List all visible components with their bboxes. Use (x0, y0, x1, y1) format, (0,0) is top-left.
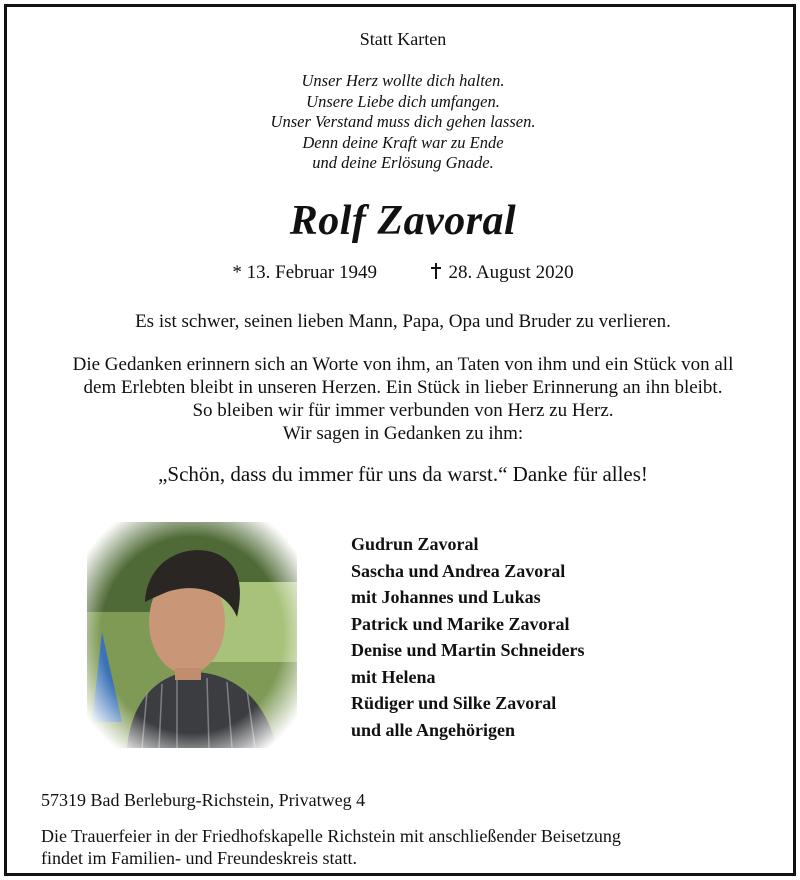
death-date: 28. August 2020 (448, 262, 574, 283)
paragraph-line: dem Erlebten bleibt in unseren Herzen. Ein Stück in lieber Erinnerung an ihn bleibt. (83, 377, 723, 398)
family-member: Denise und Martin Schneiders (351, 640, 585, 660)
family-member: mit Helena (351, 666, 436, 687)
portrait-photo (87, 522, 297, 748)
obituary-frame (4, 4, 796, 876)
family-member: Rüdiger und Silke Zavoral (351, 693, 557, 713)
notice-line: Die Trauerfeier in der Friedhofskapelle Richstein mit anschließender Beisetzung (41, 826, 621, 846)
notice-line: findet im Familien- und Freundeskreis statt. (41, 848, 357, 868)
memory-paragraph (7, 353, 799, 445)
birth-date: * 13. Februar 1949 (232, 262, 377, 283)
poem-line: Unser Verstand muss dich gehen lassen. (270, 112, 536, 131)
cross-icon (430, 263, 442, 279)
farewell-quote: „Schön, dass du immer für uns da warst.“ Danke für alles! (158, 462, 648, 486)
deceased-name: Rolf Zavoral (289, 198, 517, 244)
paragraph-line: Die Gedanken erinnern sich an Worte von ihm, an Taten von ihm und ein Stück von all (72, 354, 734, 375)
mourning-sentence: Es ist schwer, seinen lieben Mann, Papa, Opa und Bruder zu verlieren. (135, 311, 671, 332)
family-list (351, 531, 585, 743)
paragraph-line: So bleiben wir für immer verbunden von Herz zu Herz. (192, 400, 614, 421)
family-member: Sascha und Andrea Zavoral (351, 560, 566, 581)
poem (7, 71, 799, 174)
family-member: und alle Angehörigen (351, 719, 516, 740)
paragraph-line: Wir sagen in Gedanken zu ihm: (282, 423, 524, 444)
poem-line: Denn deine Kraft war zu Ende (302, 132, 504, 152)
family-member: mit Johannes und Lukas (351, 587, 541, 607)
life-dates (7, 262, 799, 284)
family-member: Patrick und Marike Zavoral (351, 613, 570, 634)
address: 57319 Bad Berleburg-Richstein, Privatweg 4 (41, 790, 366, 810)
poem-line: Unser Herz wollte dich halten. (301, 71, 505, 90)
family-member: Gudrun Zavoral (351, 534, 479, 554)
poem-line: Unsere Liebe dich umfangen. (306, 91, 500, 111)
funeral-notice (41, 825, 621, 869)
poem-line: und deine Erlösung Gnade. (312, 153, 494, 172)
header-text: Statt Karten (359, 29, 447, 49)
